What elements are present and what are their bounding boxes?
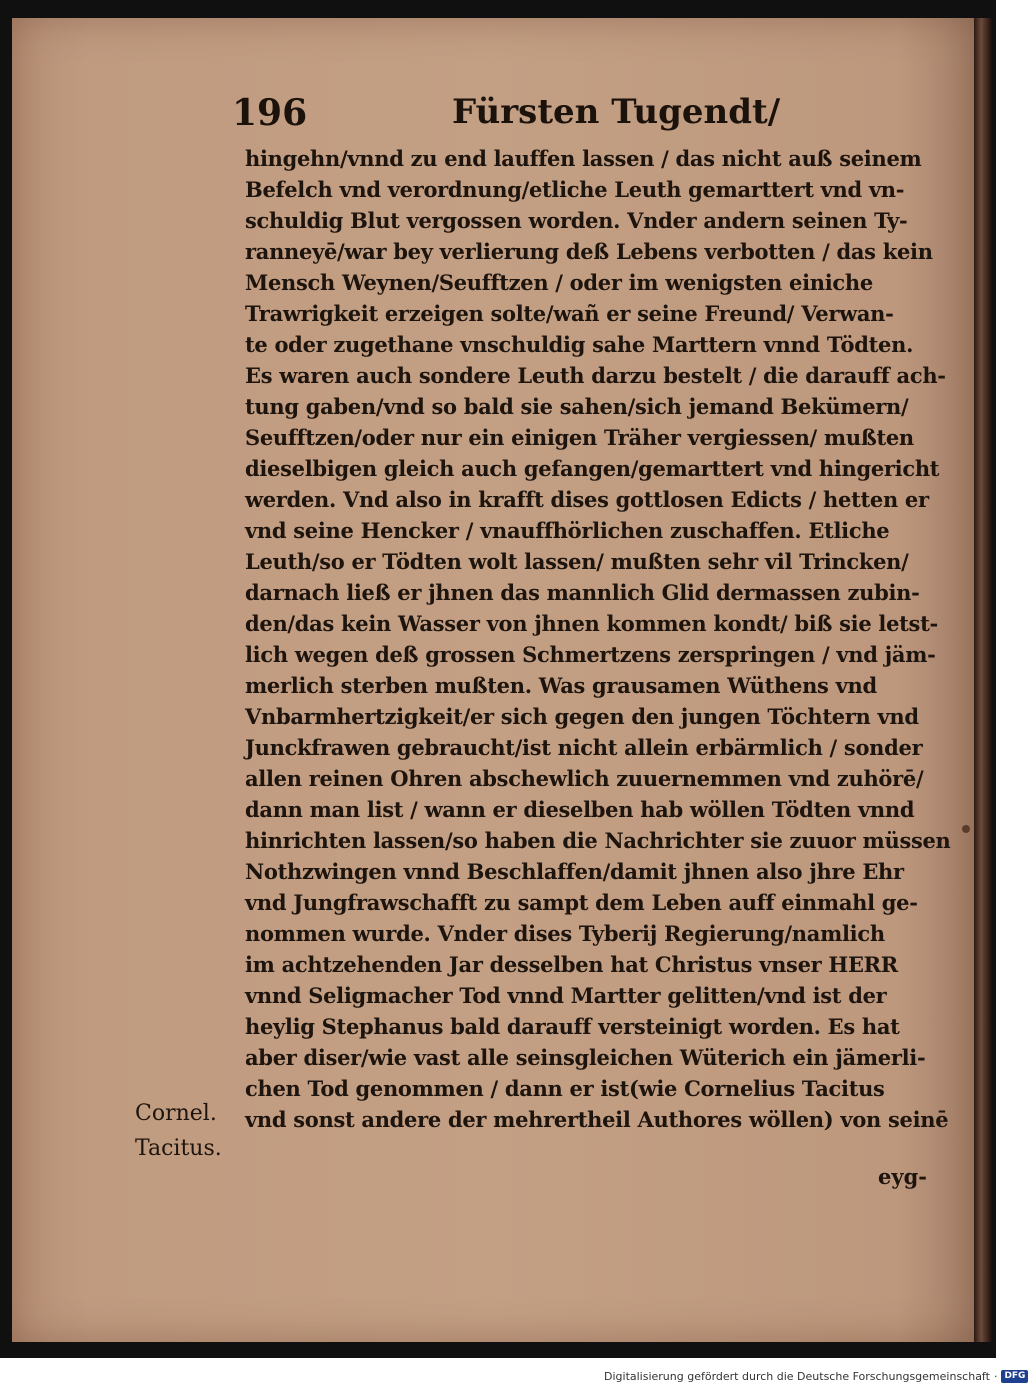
text-line: aber diser/wie vast alle seinsgleichen Wüterich ein jämerli- (245, 1045, 926, 1070)
text-line: Trawrigkeit erzeigen solte/wañ er seine Freund/ Verwan- (245, 301, 894, 326)
dfg-logo-icon: DFG (1001, 1370, 1028, 1383)
funding-notice: Digitalisierung gefördert durch die Deutsche Forschungsgemeinschaft (604, 1369, 990, 1383)
text-line: Es waren auch sondere Leuth darzu bestelt / die darauff ach- (245, 363, 946, 388)
text-line: tung gaben/vnd so bald sie sahen/sich jemand Bekümern/ (245, 394, 909, 419)
text-line: Seufftzen/oder nur ein einigen Träher vergiessen/ mußten (245, 425, 914, 450)
text-line: nommen wurde. Vnder dises Tyberij Regierung/namlich (245, 921, 885, 946)
text-line: Leuth/so er Tödten wolt lassen/ mußten sehr vil Trincken/ (245, 549, 909, 574)
text-line: Vnbarmhertzigkeit/er sich gegen den jungen Töchtern vnd (245, 704, 919, 729)
ink-speck (962, 825, 970, 833)
text-line: vnd sonst andere der mehrertheil Authores wöllen) von seinē (245, 1107, 949, 1132)
text-line: vnd seine Hencker / vnauffhörlichen zuschaffen. Etliche (245, 518, 890, 543)
text-line: dieselbigen gleich auch gefangen/gemarttert vnd hingericht (245, 456, 940, 481)
text-line: allen reinen Ohren abschewlich zuuernemmen vnd zuhörē/ (245, 766, 924, 791)
text-line: heylig Stephanus bald darauff versteinigt worden. Es hat (245, 1014, 900, 1039)
text-line: den/das kein Wasser von jhnen kommen kondt/ biß sie letst- (245, 611, 938, 636)
text-line: Junckfrawen gebraucht/ist nicht allein erbärmlich / sonder (245, 735, 923, 760)
margin-note: Cornel. (135, 1101, 217, 1126)
margin-notes (135, 1096, 245, 1166)
page-edge (974, 18, 992, 1342)
text-line: darnach ließ er jhnen das mannlich Glid dermassen zubin- (245, 580, 920, 605)
text-line: te oder zugethane vnschuldig sahe Marttern vnnd Tödten. (245, 332, 914, 357)
text-line: im achtzehenden Jar desselben hat Christus vnser HERR (245, 952, 898, 977)
page-number: 196 (232, 92, 308, 134)
text-line: dann man list / wann er dieselben hab wöllen Tödten vnnd (245, 797, 915, 822)
body-text (245, 143, 951, 1135)
running-head: Fürsten Tugendt/ (452, 92, 781, 132)
page-header (232, 92, 932, 138)
text-line: Befelch vnd verordnung/etliche Leuth gemarttert vnd vn- (245, 177, 905, 202)
text-line: lich wegen deß grossen Schmertzens zerspringen / vnd jäm- (245, 642, 936, 667)
catchword: eyg- (878, 1164, 927, 1189)
margin-note: Tacitus. (135, 1136, 222, 1161)
separator: · (993, 1369, 998, 1383)
text-line: chen Tod genommen / dann er ist(wie Cornelius Tacitus (245, 1076, 885, 1101)
text-line: vnnd Seligmacher Tod vnnd Martter gelitten/vnd ist der (245, 983, 887, 1008)
text-line: hingehn/vnnd zu end lauffen lassen / das nicht auß seinem (245, 146, 922, 171)
text-line: werden. Vnd also in krafft dises gottlosen Edicts / hetten er (245, 487, 929, 512)
text-line: Nothzwingen vnnd Beschlaffen/damit jhnen also jhre Ehr (245, 859, 904, 884)
footer (604, 1368, 1028, 1384)
text-line: ranneyē/war bey verlierung deß Lebens verbotten / das kein (245, 239, 933, 264)
text-line: hinrichten lassen/so haben die Nachrichter sie zuuor müssen (245, 828, 951, 853)
text-line: Mensch Weynen/Seufftzen / oder im wenigsten einiche (245, 270, 873, 295)
text-line: merlich sterben mußten. Was grausamen Wüthens vnd (245, 673, 877, 698)
text-line: vnd Jungfrawschafft zu sampt dem Leben auff einmahl ge- (245, 890, 918, 915)
text-line: schuldig Blut vergossen worden. Vnder andern seinen Ty- (245, 208, 908, 233)
